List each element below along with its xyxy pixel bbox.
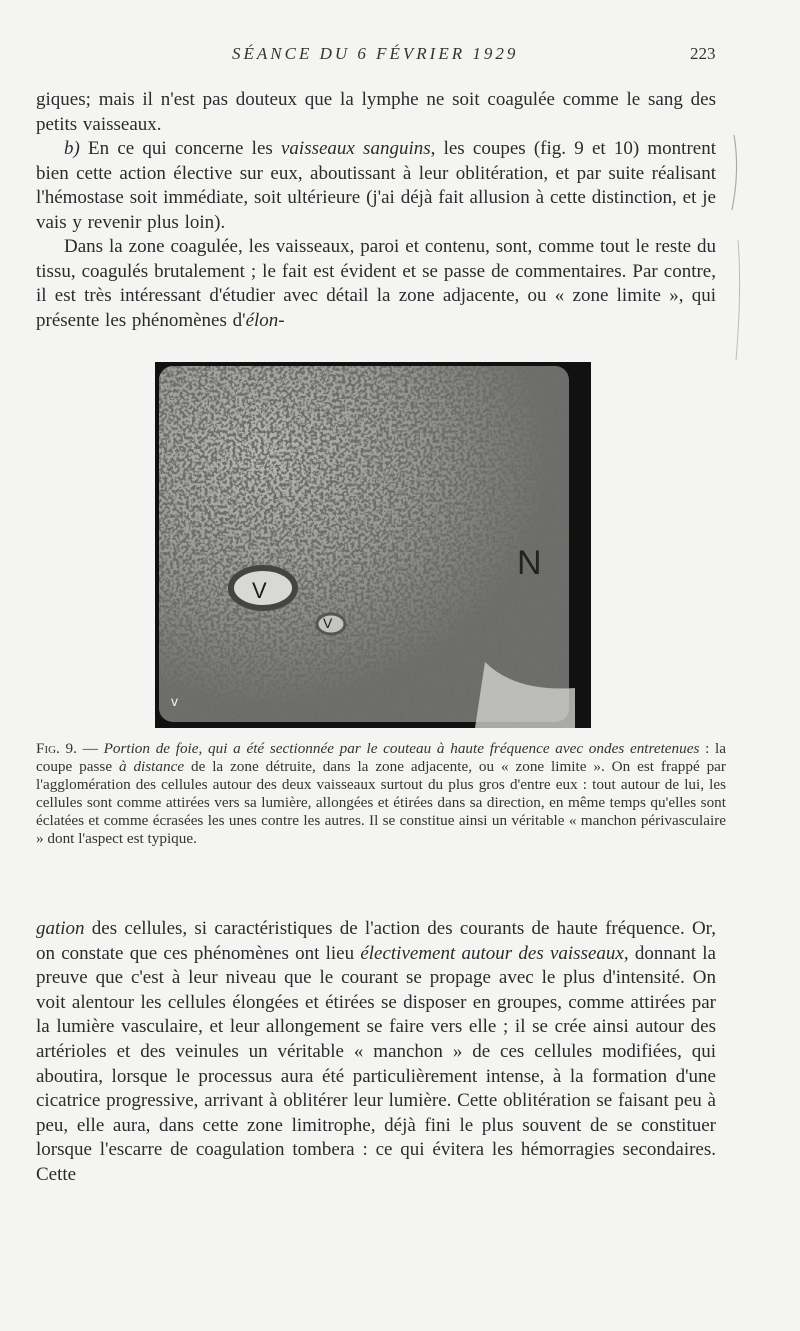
paragraph-elongation-italic: électivement autour des vaisseaux xyxy=(360,942,624,964)
paragraph-zone-italic-end: élon- xyxy=(245,309,285,331)
paragraph-b-italic: vaisseaux sanguins xyxy=(280,138,431,159)
margin-pencil-marks xyxy=(728,130,758,370)
caption-mid: : la coupe passe xyxy=(36,740,726,775)
text-block-top xyxy=(36,88,716,333)
micrograph-figure xyxy=(155,362,591,728)
micrograph-image xyxy=(155,362,591,728)
text-block-bottom xyxy=(36,917,716,1188)
paragraph-zone xyxy=(36,235,716,333)
caption-italic-title: Portion de foie, qui a été sectionnée par le couteau à haute fréquence avec ondes entretenues xyxy=(103,740,700,757)
paragraph-elongation xyxy=(36,917,716,1188)
paragraph-elongation-text1: des cellules, si caractéristiques de l'action des courants de haute fréquence. Or, on constate que ces phénomènes ont lieu xyxy=(36,918,716,964)
caption-label: Fig. 9. xyxy=(36,740,77,757)
label-v-large: V xyxy=(252,578,267,603)
paragraph-b-lead: b) xyxy=(64,138,80,159)
caption-rest: de la zone détruite, dans la zone adjacente, ou « zone limite ». On est frappé par l'agglomération des cellules autour des deux vaisseaux surtout du plus gros d'entre eux : tout autour de lui, les cellules sont comme attirées vers sa lumière, allongées et étirées dans sa direction, en même temps qu'elles sont éclatées et comme écrasées les unes contre les autres. Il se constitue ainsi un véritable « manchon périvasculaire » dont l'aspect est typique. xyxy=(36,758,726,847)
paragraph-elongation-text2: , donnant la preuve que c'est à leur niveau que le courant se propage avec le plus d'intensité. On voit alentour les cellules élongées et étirées se disposer en groupes, comme attirées par la lumière vasculaire, et leur allongement se faire vers elle ; il se crée ainsi autour des artérioles et des veinules un véritable « manchon » de ces cellules modifiées, qui aboutira, lorsque le processus aura été particulièrement intense, à la formation d'une cicatrice progressive, arrivant à oblitérer leur lumière. Cette oblitération se faisant peu à peu, elle aura, dans cette zone limitrophe, déjà fini le plus souvent de se constituer lorsque l'escarre de coagulation tombera : ce qui évitera les hémorragies secondaires. Cette xyxy=(36,942,716,1185)
running-head xyxy=(0,44,800,68)
label-n: N xyxy=(517,544,542,582)
label-v-small: V xyxy=(323,615,333,631)
paragraph-b-after: , les coupes (fig. 9 et 10) montrent bien cette action élective sur eux, aboutissant à leur oblitération, et par suite réalisant l'hémostase soit immédiate, soit ultérieure (j'ai déjà fait allusion à cette distinction, et je vais y revenir plus loin). xyxy=(36,138,716,233)
paragraph-continuation: giques; mais il n'est pas douteux que la lymphe ne soit coagulée comme le sang des petits vaisseaux. xyxy=(36,89,716,135)
paragraph-elongation-start: gation xyxy=(36,918,85,939)
paragraph-b-before: En ce qui concerne les xyxy=(79,138,281,159)
caption-italic-distance: à distance xyxy=(118,758,185,775)
page-number: 223 xyxy=(690,44,716,63)
running-title: SÉANCE DU 6 FÉVRIER 1929 xyxy=(232,44,519,63)
label-v-corner: v xyxy=(171,693,178,709)
figure-caption xyxy=(36,740,726,848)
caption-dash: — xyxy=(82,740,104,757)
paragraph-b xyxy=(36,137,716,235)
paragraph-zone-text: Dans la zone coagulée, les vaisseaux, paroi et contenu, sont, comme tout le reste du tissu, coagulés brutalement ; le fait est évident et se passe de commentaires. Par contre, il est très intéressant d'étudier avec détail la zone adjacente, ou « zone limite », qui présente les phénomènes d' xyxy=(36,236,716,331)
